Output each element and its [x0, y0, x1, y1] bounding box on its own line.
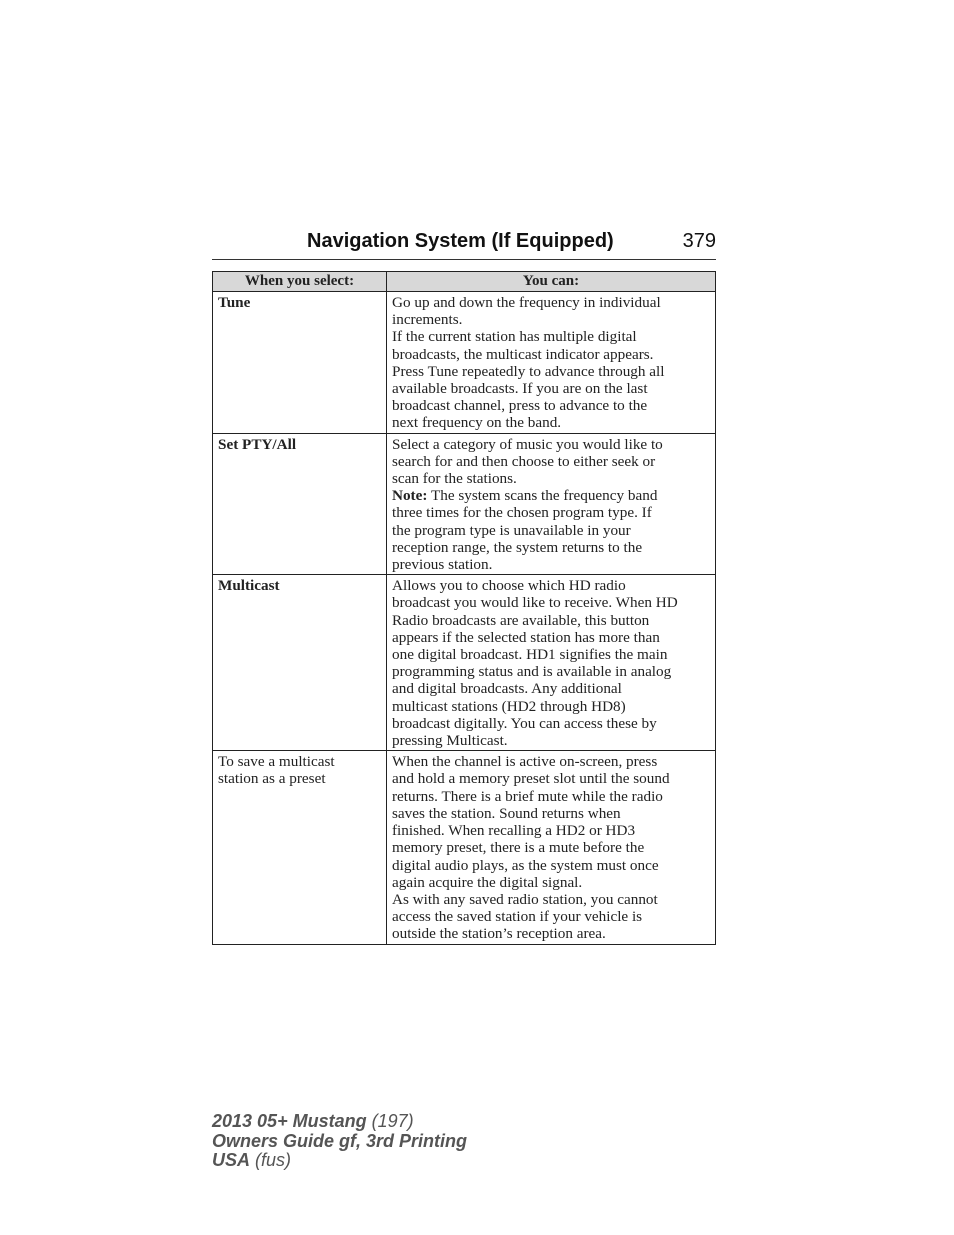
footer-market: USA	[212, 1150, 251, 1170]
description-line: reception range, the system returns to the	[392, 538, 643, 556]
description-line: broadcast you would like to receive. When HD	[392, 594, 678, 612]
row-description-tune	[387, 292, 716, 434]
description-line: increments.	[392, 311, 463, 329]
description-line: memory preset, there is a mute before the	[392, 839, 645, 857]
description-line: access the saved station if your vehicle is	[392, 908, 643, 926]
table-row	[213, 292, 716, 434]
description-line: As with any saved radio station, you cannot	[392, 890, 658, 908]
description-line: appears if the selected station has more than	[392, 628, 660, 646]
description-line: broadcast channel, press to advance to the	[392, 397, 648, 415]
section-title: Navigation System (If Equipped)	[307, 230, 614, 252]
description-line: again acquire the digital signal.	[392, 873, 583, 891]
table-header-row	[213, 272, 716, 292]
table-row	[213, 751, 716, 944]
description-line: scan for the stations.	[392, 470, 517, 488]
description-line: and digital broadcasts. Any additional	[392, 680, 622, 698]
description-line: broadcasts, the multicast indicator appears.	[392, 345, 654, 363]
description-line: search for and then choose to either seek or	[392, 452, 656, 470]
footer-guide: Owners Guide gf, 3rd Printing	[212, 1130, 468, 1151]
description-line: broadcast digitally. You can access these by	[392, 714, 657, 732]
select-line: To save a multicast	[218, 753, 335, 771]
row-description-set-pty-all	[387, 433, 716, 575]
page-header	[212, 229, 716, 260]
description-line: the program type is unavailable in your	[392, 521, 631, 539]
description-line: next frequency on the band.	[392, 414, 562, 432]
description-line: Allows you to choose which HD radio	[392, 577, 626, 595]
description-line: Radio broadcasts are available, this button	[392, 611, 650, 629]
radio-functions-table	[212, 271, 716, 945]
description-line: If the current station has multiple digital	[392, 328, 637, 346]
description-line: When the channel is active on-screen, press	[392, 753, 658, 771]
description-line: and hold a memory preset slot until the sound	[392, 770, 670, 788]
description-line: Press Tune repeatedly to advance through all	[392, 362, 665, 380]
footer-line-guide	[212, 1132, 467, 1152]
description-line: digital audio plays, as the system must once	[392, 856, 659, 874]
column-header-select: When you select:	[213, 272, 387, 292]
note-text: The system scans the frequency band	[430, 487, 658, 505]
description-line: pressing Multicast.	[392, 732, 508, 750]
row-select-multicast: Multicast	[213, 575, 387, 751]
row-description-multicast	[387, 575, 716, 751]
table-row	[213, 433, 716, 575]
row-select-save-preset	[213, 751, 387, 944]
description-line: programming status and is available in analog	[392, 663, 672, 681]
description-line: Select a category of music you would like to	[392, 435, 663, 453]
footer-line-model	[212, 1112, 467, 1132]
page-footer	[212, 1112, 467, 1171]
description-line: finished. When recalling a HD2 or HD3	[392, 822, 636, 840]
note-label: Note:	[392, 487, 428, 505]
column-header-can: You can:	[387, 272, 716, 292]
description-line: outside the station’s reception area.	[392, 925, 606, 943]
description-line: previous station.	[392, 556, 493, 574]
note-line	[392, 487, 710, 504]
footer-line-market	[212, 1151, 467, 1171]
row-select-set-pty-all: Set PTY/All	[213, 433, 387, 575]
table-row	[213, 575, 716, 751]
page-number: 379	[682, 230, 716, 252]
select-line: station as a preset	[218, 770, 326, 788]
description-line: one digital broadcast. HD1 signifies the main	[392, 646, 668, 664]
description-line: saves the station. Sound returns when	[392, 804, 621, 822]
description-line: returns. There is a brief mute while the radio	[392, 787, 663, 805]
footer-model: 2013 05+ Mustang	[212, 1111, 367, 1131]
footer-market-code: (fus)	[255, 1150, 292, 1170]
description-line: three times for the chosen program type. If	[392, 504, 652, 522]
description-line: available broadcasts. If you are on the last	[392, 380, 648, 398]
description-line: multicast stations (HD2 through HD8)	[392, 697, 626, 715]
row-description-save-preset	[387, 751, 716, 944]
footer-model-code: (197)	[371, 1111, 414, 1131]
row-select-tune: Tune	[213, 292, 387, 434]
description-line: Go up and down the frequency in individual	[392, 294, 661, 311]
